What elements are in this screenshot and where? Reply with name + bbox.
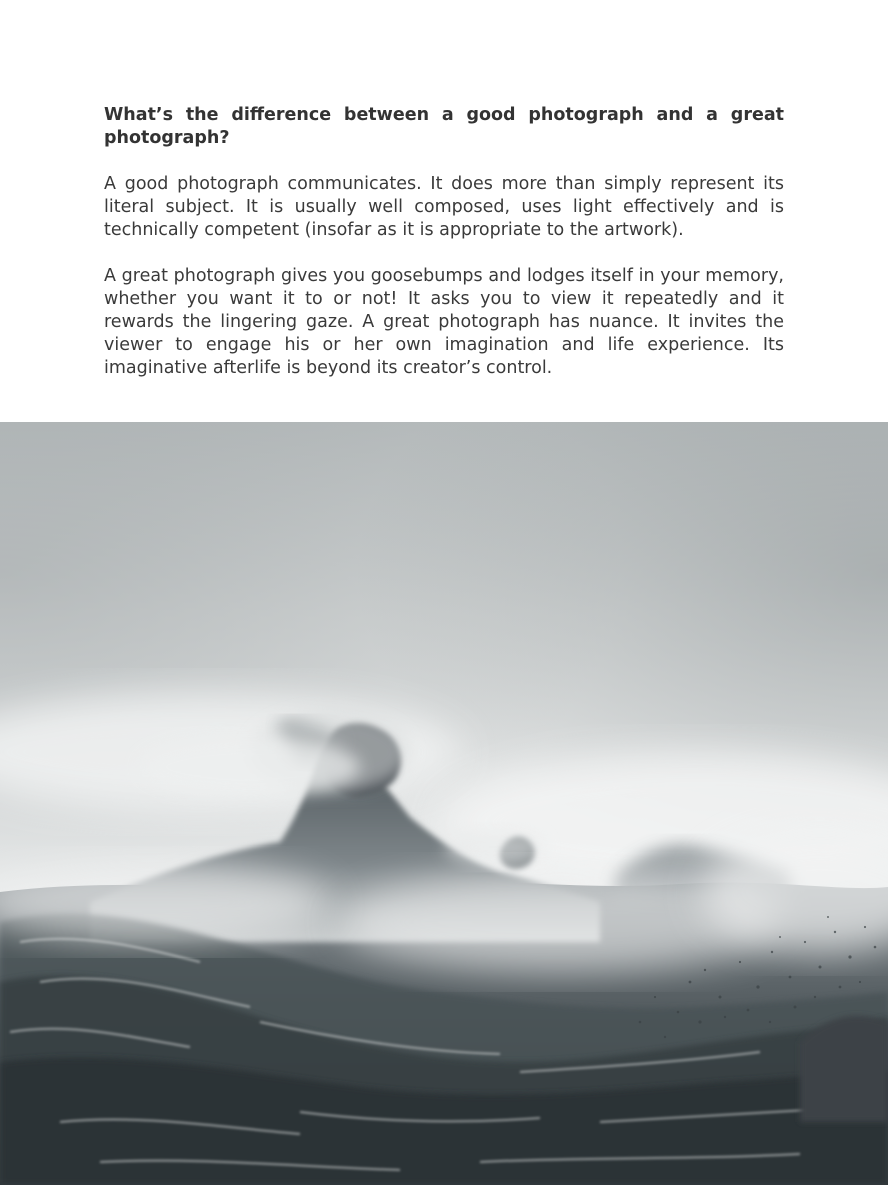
article-heading: What’s the difference between a good photograph and a great photograph?	[104, 105, 784, 148]
article-text	[104, 104, 784, 403]
paragraph-great-photograph: A great photograph gives you goosebumps and lodges itself in your memory, whether you want it to or not! It asks you to view it repeatedly and it rewards the lingering gaze. A great photograph has nuance. It invites the viewer to engage his or her own imagination and life experience. Its imaginative afterlife is beyond its creator’s control.	[104, 266, 784, 378]
storm-wave-photo	[0, 422, 888, 1185]
paragraph-good-photograph: A good photograph communicates. It does more than simply represent its literal subject. It is usually well composed, uses light effectively and is technically competent (insofar as it is appropriate to the artwork).	[104, 174, 784, 240]
storm-wave-image	[0, 422, 888, 1185]
